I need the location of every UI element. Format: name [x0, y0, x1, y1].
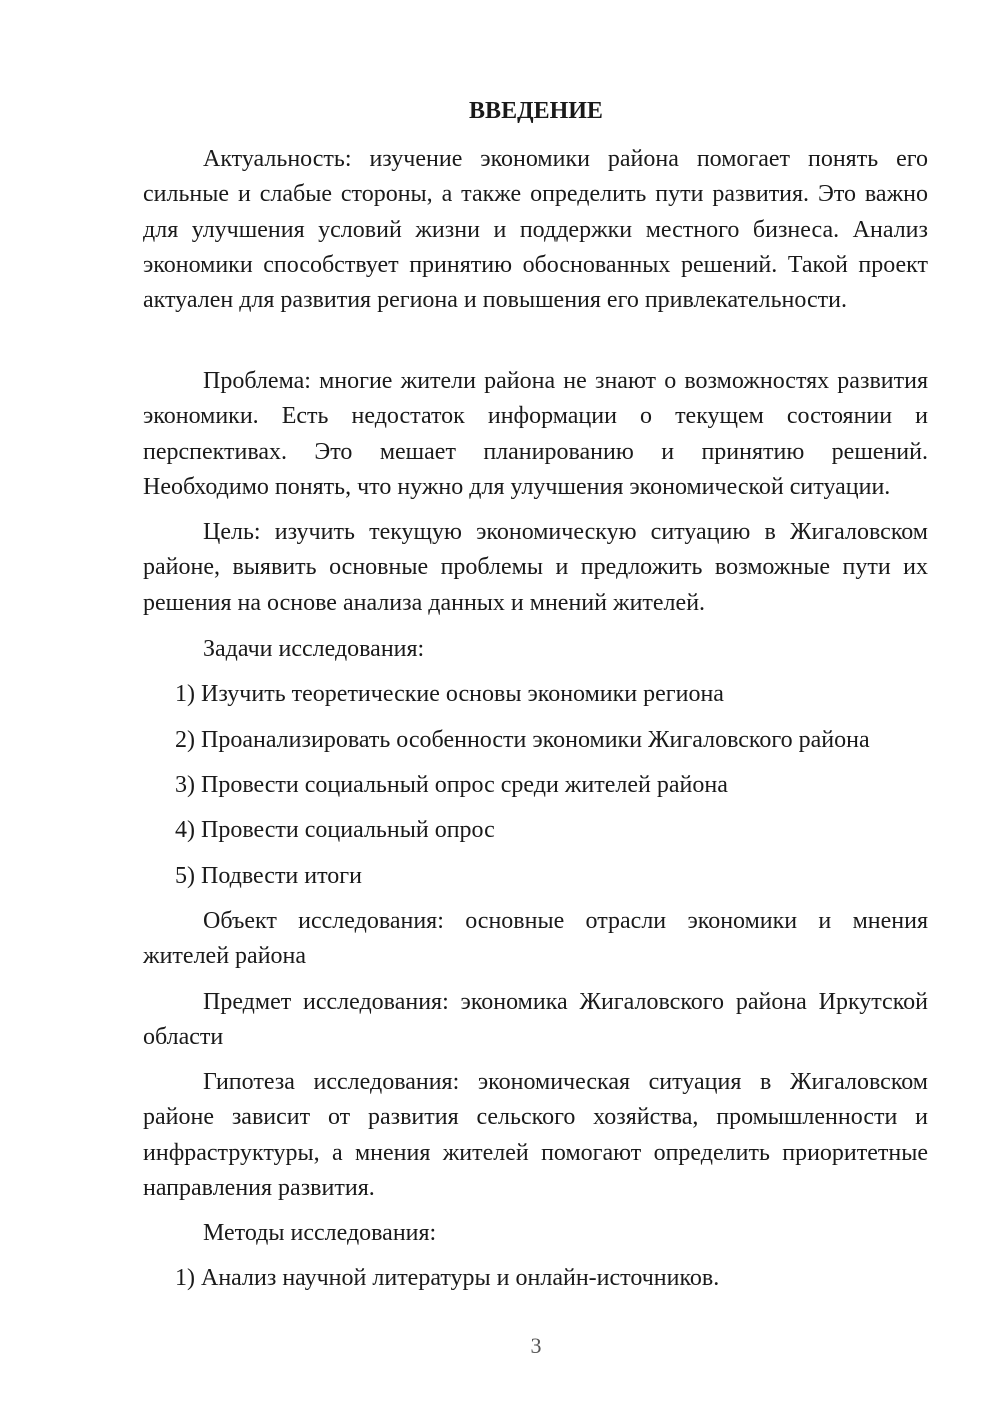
- paragraph-problem-text: Проблема: многие жители района не знают о возможностях развития экономики. Есть недостаток информации о текущем состоянии и перспективах. Это мешает планированию и принятию решений. Необходимо понять, что нужно для улучшения экономической ситуации.: [143, 368, 928, 500]
- paragraph-subject: [143, 985, 928, 1056]
- paragraph-problem: [143, 364, 928, 505]
- page-title: ВВЕДЕНИЕ: [469, 98, 603, 124]
- page-number: 3: [530, 1333, 542, 1358]
- task-item: 4) Провести социальный опрос: [175, 817, 495, 843]
- paragraph-hypothesis: [143, 1065, 928, 1206]
- paragraph-object: [143, 904, 928, 975]
- task-item: 2) Проанализировать особенности экономики Жигаловского района: [175, 727, 870, 753]
- methods-label: Методы исследования:: [203, 1220, 437, 1246]
- task-item: 3) Провести социальный опрос среди жителей района: [175, 772, 728, 798]
- task-item: 1) Изучить теоретические основы экономики региона: [175, 681, 724, 707]
- paragraph-hypothesis-text: Гипотеза исследования: экономическая ситуация в Жигаловском районе зависит от развития сельского хозяйства, промышленности и инфраструктуры, а мнения жителей помогают определить приоритетные направления развития.: [143, 1069, 928, 1201]
- paragraph-goal: [143, 515, 928, 621]
- paragraph-object-text: Объект исследования: основные отрасли экономики и мнения жителей района: [143, 908, 928, 970]
- method-item: 1) Анализ научной литературы и онлайн-источников.: [175, 1265, 720, 1291]
- paragraph-actuality: [143, 142, 928, 318]
- task-item: 5) Подвести итоги: [175, 863, 362, 889]
- tasks-label: Задачи исследования:: [203, 636, 425, 662]
- paragraph-goal-text: Цель: изучить текущую экономическую ситуацию в Жигаловском районе, выявить основные проблемы и предложить возможные пути их решения на основе анализа данных и мнений жителей.: [143, 519, 928, 616]
- paragraph-actuality-text: Актуальность: изучение экономики района помогает понять его сильные и слабые стороны, а также определить пути развития. Это важно для улучшения условий жизни и поддержки местного бизнеса. Анализ экономики способствует принятию обоснованных решений. Такой проект актуален для развития региона и повышения его привлекательности.: [143, 146, 928, 314]
- paragraph-subject-text: Предмет исследования: экономика Жигаловского района Иркутской области: [143, 989, 928, 1051]
